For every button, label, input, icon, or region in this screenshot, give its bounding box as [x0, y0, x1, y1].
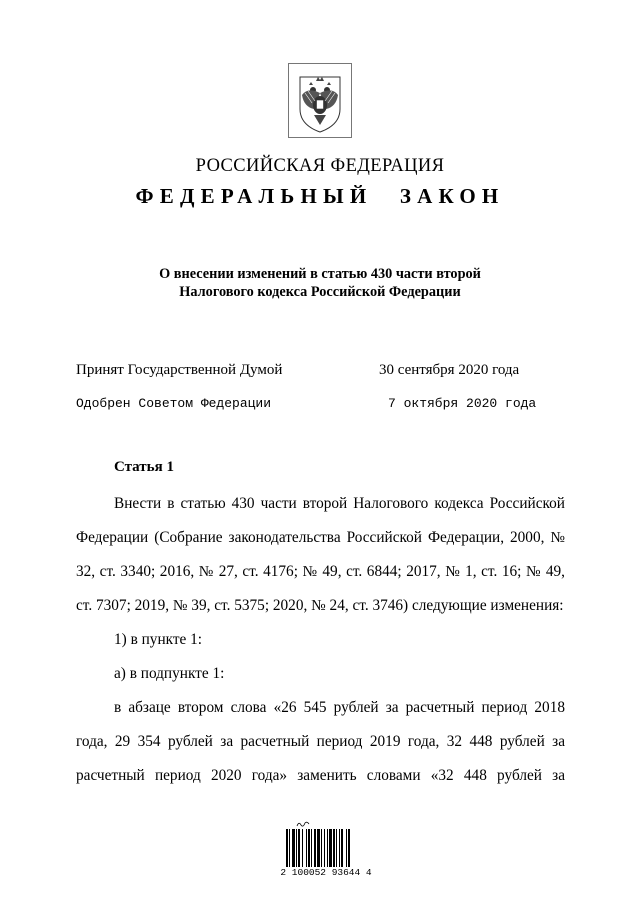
barcode-bars [286, 829, 364, 867]
barcode-digits: 2 100052 93644 4 [280, 867, 372, 878]
adopted-date: 30 сентября 2020 года [379, 362, 520, 378]
article-heading: Статья 1 [114, 459, 174, 475]
adopted-row [76, 362, 566, 382]
law-title-line-1: О внесении изменений в статью 430 части второй [159, 266, 481, 282]
state-emblem [288, 63, 352, 138]
adopted-label: Принят Государственной Думой [76, 362, 283, 378]
paragraph: Внести в статью 430 части второй Налогового кодекса Российской Федерации (Собрание законодательства Российской Федерации, 2000, № 32, ст. 3340; 2016, № 27, ст. 4176; № 49, ст. 6844; 2017, № 1, ст. 16; № 49, ст. 7307; 2019, № 39, ст. 5375; 2020, № 24, ст. 3746) следующие изменения: [76, 495, 565, 614]
country-name: РОССИЙСКАЯ ФЕДЕРАЦИЯ [195, 156, 445, 176]
approved-label: Одобрен Советом Федерации [76, 396, 272, 411]
handwritten-mark-icon [296, 820, 310, 828]
law-title-line-2: Налогового кодекса Российской Федерации [179, 284, 461, 300]
article-body [76, 487, 565, 793]
barcode [280, 820, 372, 886]
paragraph: 1) в пункте 1: [114, 631, 203, 648]
law-title [0, 265, 640, 301]
approved-row [76, 396, 566, 416]
document-type: ФЕДЕРАЛЬНЫЙ ЗАКОН [135, 184, 505, 208]
paragraph: а) в подпункте 1: [114, 665, 225, 682]
paragraph: в абзаце втором слова «26 545 рублей за расчетный период 2018 года, 29 354 рублей за расчетный период 2019 года, 32 448 рублей за расчетный период 2020 года» заменить словами «32 448 рублей за [76, 699, 565, 784]
approved-date: 7 октября 2020 года [388, 396, 537, 411]
